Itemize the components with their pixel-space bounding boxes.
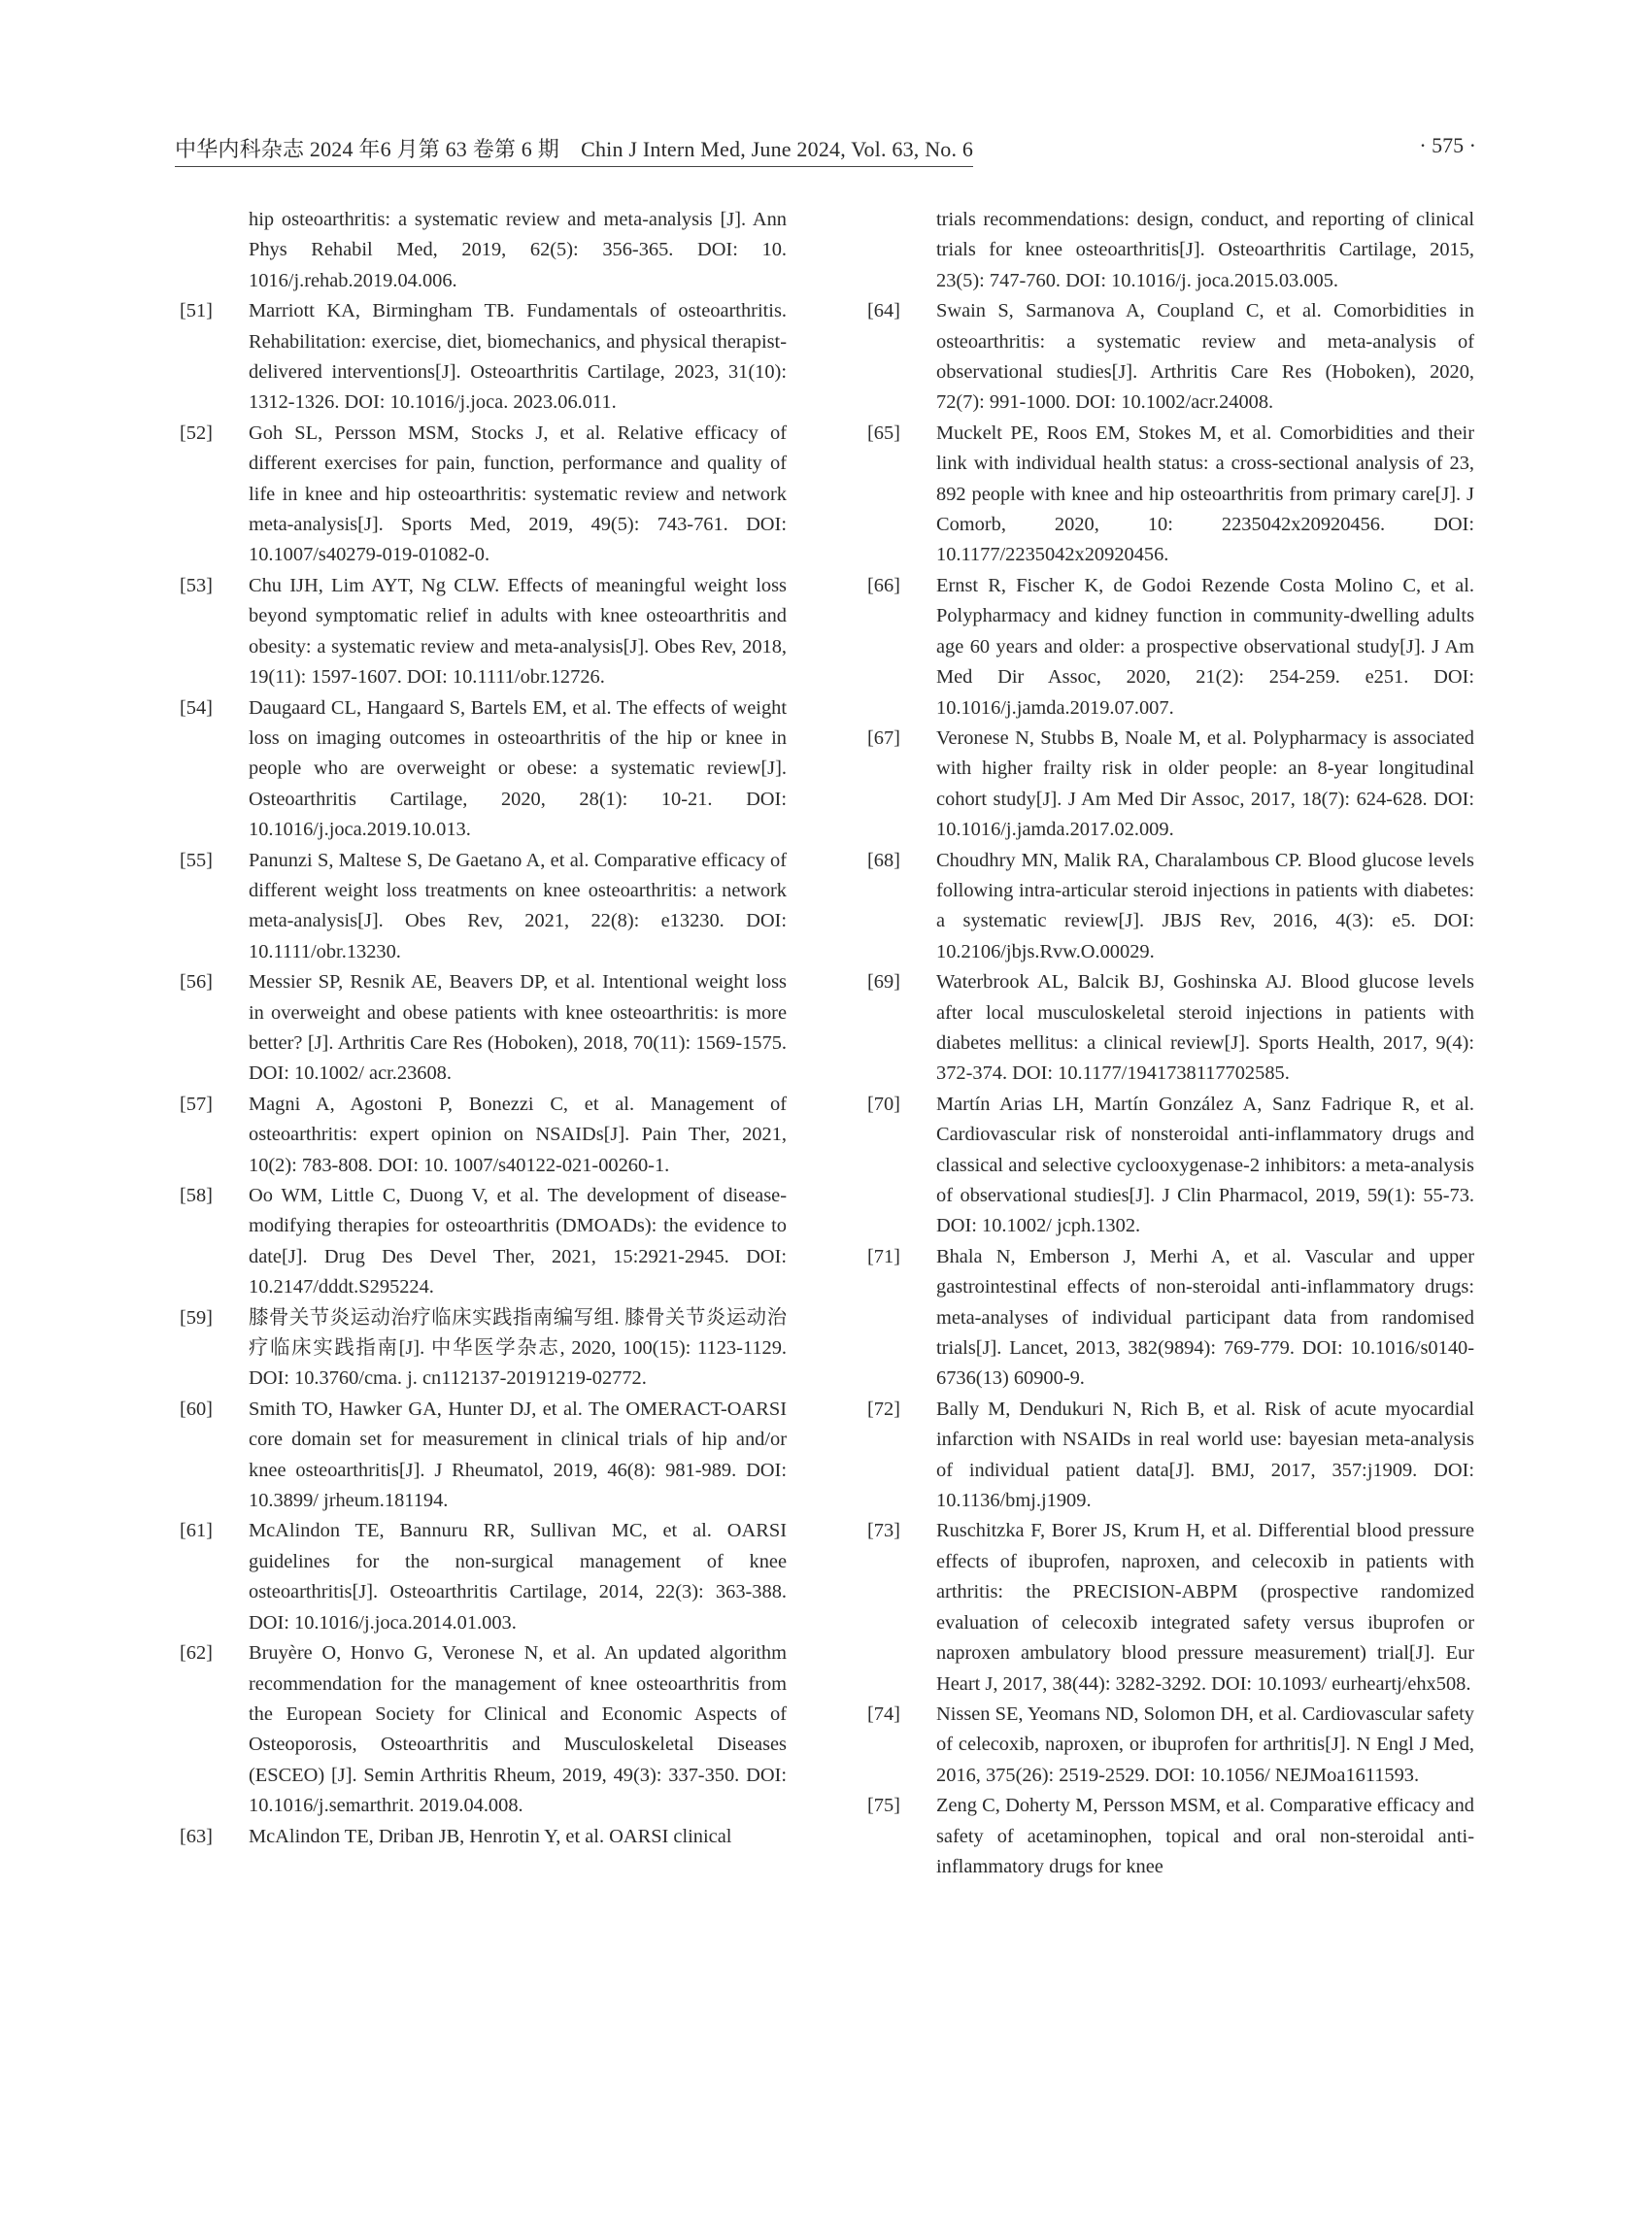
reference-text: Swain S, Sarmanova A, Coupland C, et al. Comorbidities in osteoarthritis: a systematic review and meta-analysis of observational studies[J]. Arthritis Care Res (Hoboken), 2020, 72(7): 991-1000. DOI: 10.1002/acr.24008. [936, 300, 1474, 414]
reference-text: Panunzi S, Maltese S, De Gaetano A, et al. Comparative efficacy of different weight loss treatments on knee osteoarthritis: a network meta-analysis[J]. Obes Rev, 2021, 22(8): e13230. DOI: 10.1111/obr.13230. [249, 849, 787, 962]
reference-text: Messier SP, Resnik AE, Beavers DP, et al. Intentional weight loss in overweight and obese patients with knee osteoarthritis: is more better? [J]. Arthritis Care Res (Hoboken), 2018, 70(11): 1569-1575. DOI: 10.1002/ acr.23608. [249, 971, 787, 1085]
reference-number: [68] [867, 849, 900, 871]
reference-text: hip osteoarthritis: a systematic review and meta-analysis [J]. Ann Phys Rehabil Med, 2019, 62(5): 356-365. DOI: 10. 1016/j.rehab.2019.04.006. [249, 209, 787, 291]
reference-entry [867, 1516, 1474, 1699]
reference-text: Ernst R, Fischer K, de Godoi Rezende Costa Molino C, et al. Polypharmacy and kidney function in community-dwelling adults age 60 years and older: a prospective observational study[J]. J Am Med Dir Assoc, 2020, 21(2): 254-259. e251. DOI: 10.1016/j.jamda.2019.07.007. [936, 574, 1474, 719]
reference-entry [867, 1242, 1474, 1395]
reference-number: [70] [867, 1093, 900, 1115]
reference-entry [180, 419, 787, 571]
reference-number: [54] [180, 696, 213, 719]
reference-entry [180, 846, 787, 968]
reference-entry [180, 967, 787, 1090]
running-header [175, 133, 1476, 168]
reference-number: [67] [867, 726, 900, 749]
reference-number: [52] [180, 421, 213, 444]
reference-text: Bhala N, Emberson J, Merhi A, et al. Vascular and upper gastrointestinal effects of non-steroidal anti-inflammatory drugs: meta-analyses of individual participant data from randomised trials[J]. Lancet, 2013, 382(9894): 769-779. DOI: 10.1016/s0140-6736(13) 60900-9. [936, 1245, 1474, 1390]
reference-entry [867, 1700, 1474, 1791]
reference-number: [66] [867, 574, 900, 596]
reference-text: Veronese N, Stubbs B, Noale M, et al. Polypharmacy is associated with higher frailty risk in older people: an 8-year longitudinal cohort study[J]. J Am Med Dir Assoc, 2017, 18(7): 624-628. DOI: 10.1016/j.jamda.2017.02.009. [936, 726, 1474, 841]
reference-text: McAlindon TE, Driban JB, Henrotin Y, et al. OARSI clinical [249, 1825, 732, 1847]
reference-entry [867, 205, 1474, 296]
page-number: · 575 · [1419, 133, 1476, 157]
reference-text: McAlindon TE, Bannuru RR, Sullivan MC, et al. OARSI guidelines for the non-surgical management of knee osteoarthritis[J]. Osteoarthritis Cartilage, 2014, 22(3): 363-388. DOI: 10.1016/j.joca.2014.01.003. [249, 1520, 787, 1634]
reference-column-right [867, 205, 1474, 1882]
reference-entry [180, 1181, 787, 1303]
reference-number: [63] [180, 1825, 213, 1847]
reference-number: [61] [180, 1520, 213, 1542]
reference-text: Nissen SE, Yeomans ND, Solomon DH, et al. Cardiovascular safety of celecoxib, naproxen, or ibuprofen for arthritis[J]. N Engl J Med, 2016, 375(26): 2519-2529. DOI: 10.1056/ NEJMoa1611593. [936, 1702, 1474, 1786]
reference-text: 膝骨关节炎运动治疗临床实践指南编写组. 膝骨关节炎运动治疗临床实践指南[J]. 中华医学杂志, 2020, 100(15): 1123-1129. DOI: 10.3760/cma. j. cn112137-20191219-02772. [249, 1306, 787, 1390]
reference-number: [53] [180, 574, 213, 596]
reference-entry [180, 571, 787, 693]
reference-number: [75] [867, 1795, 900, 1817]
reference-text: Choudhry MN, Malik RA, Charalambous CP. Blood glucose levels following intra-articular steroid injections in patients with diabetes: a systematic review[J]. JBJS Rev, 2016, 4(3): e5. DOI: 10.2106/jbjs.Rvw.O.00029. [936, 849, 1474, 962]
reference-entry [867, 1395, 1474, 1517]
reference-entry [180, 1822, 787, 1852]
reference-number: [51] [180, 300, 213, 322]
reference-text: Ruschitzka F, Borer JS, Krum H, et al. Differential blood pressure effects of ibuprofen, naproxen, and celecoxib in patients with arthritis: the PRECISION-ABPM (prospective randomized evaluation of celecoxib integrated safety versus ibuprofen or naproxen ambulatory blood pressure measurement) trial[J]. Eur Heart J, 2017, 38(44): 3282-3292. DOI: 10.1093/ eurheartj/ehx508. [936, 1520, 1474, 1695]
reference-entry [180, 1090, 787, 1181]
reference-text: trials recommendations: design, conduct, and reporting of clinical trials for knee osteoarthritis[J]. Osteoarthritis Cartilage, 2015, 23(5): 747-760. DOI: 10.1016/j. joca.2015.03.005. [936, 209, 1474, 291]
reference-number: [57] [180, 1093, 213, 1115]
reference-entry [867, 724, 1474, 846]
reference-number: [59] [180, 1306, 213, 1329]
reference-number: [55] [180, 849, 213, 871]
reference-text: Bally M, Dendukuri N, Rich B, et al. Risk of acute myocardial infarction with NSAIDs in real world use: bayesian meta-analysis of individual patient data[J]. BMJ, 2017, 357:j1909. DOI: 10.1136/bmj.j1909. [936, 1398, 1474, 1512]
reference-text: Goh SL, Persson MSM, Stocks J, et al. Relative efficacy of different exercises for pain, function, performance and quality of life in knee and hip osteoarthritis: systematic review and network meta-analysis[J]. Sports Med, 2019, 49(5): 743-761. DOI: 10.1007/s40279-019-01082-0. [249, 421, 787, 566]
reference-entry [867, 419, 1474, 571]
reference-number: [65] [867, 421, 900, 444]
reference-text: Zeng C, Doherty M, Persson MSM, et al. Comparative efficacy and safety of acetaminophen, topical and oral non-steroidal anti-inflammatory drugs for knee [936, 1795, 1474, 1877]
reference-number: [60] [180, 1398, 213, 1420]
reference-entry [867, 1791, 1474, 1882]
reference-text: Muckelt PE, Roos EM, Stokes M, et al. Comorbidities and their link with individual health status: a cross-sectional analysis of 23, 892 people with knee and hip osteoarthritis from primary care[J]. J Comorb, 2020, 10: 2235042x20920456. DOI: 10.1177/2235042x20920456. [936, 421, 1474, 566]
reference-number: [62] [180, 1642, 213, 1665]
reference-entry [180, 1638, 787, 1821]
reference-entry [867, 967, 1474, 1090]
reference-entry [180, 205, 787, 296]
reference-entry [180, 1303, 787, 1395]
reference-entry [180, 693, 787, 846]
reference-text: Daugaard CL, Hangaard S, Bartels EM, et al. The effects of weight loss on imaging outcomes in osteoarthritis of the hip or knee in people who are overweight or obese: a systematic review[J]. Osteoarthritis Cartilage, 2020, 28(1): 10-21. DOI: 10.1016/j.joca.2019.10.013. [249, 696, 787, 841]
reference-text: Smith TO, Hawker GA, Hunter DJ, et al. The OMERACT-OARSI core domain set for measurement in clinical trials of hip and/or knee osteoarthritis[J]. J Rheumatol, 2019, 46(8): 981-989. DOI: 10.3899/ jrheum.181194. [249, 1398, 787, 1512]
reference-number: [74] [867, 1702, 900, 1725]
reference-entry [867, 296, 1474, 419]
reference-text: Waterbrook AL, Balcik BJ, Goshinska AJ. Blood glucose levels after local musculoskeletal steroid injections in patients with diabetes mellitus: a clinical review[J]. Sports Health, 2017, 9(4): 372-374. DOI: 10.1177/1941738117702585. [936, 971, 1474, 1085]
reference-entry [180, 1516, 787, 1638]
reference-text: Oo WM, Little C, Duong V, et al. The development of disease-modifying therapies for osteoarthritis (DMOADs): the evidence to date[J]. Drug Des Devel Ther, 2021, 15:2921-2945. DOI: 10.2147/dddt.S295224. [249, 1185, 787, 1298]
reference-entry [867, 1090, 1474, 1242]
reference-number: [58] [180, 1185, 213, 1206]
reference-number: [56] [180, 971, 213, 994]
reference-entry [867, 571, 1474, 724]
reference-number: [69] [867, 971, 900, 994]
reference-entry [867, 846, 1474, 968]
reference-number: [72] [867, 1398, 900, 1420]
reference-column-left [180, 205, 787, 1852]
reference-entry [180, 296, 787, 419]
reference-number: [64] [867, 300, 900, 322]
reference-text: Marriott KA, Birmingham TB. Fundamentals of osteoarthritis. Rehabilitation: exercise, diet, biomechanics, and physical therapist-delivered interventions[J]. Osteoarthritis Cartilage, 2023, 31(10): 1312-1326. DOI: 10.1016/j.joca. 2023.06.011. [249, 300, 787, 414]
reference-number: [73] [867, 1520, 900, 1542]
reference-entry [180, 1395, 787, 1517]
reference-text: Bruyère O, Honvo G, Veronese N, et al. An updated algorithm recommendation for the management of knee osteoarthritis from the European Society for Clinical and Economic Aspects of Osteoporosis, Osteoarthritis and Musculoskeletal Diseases (ESCEO) [J]. Semin Arthritis Rheum, 2019, 49(3): 337-350. DOI: 10.1016/j.semarthrit. 2019.04.008. [249, 1642, 787, 1817]
reference-text: Magni A, Agostoni P, Bonezzi C, et al. Management of osteoarthritis: expert opinion on NSAIDs[J]. Pain Ther, 2021, 10(2): 783-808. DOI: 10. 1007/s40122-021-00260-1. [249, 1093, 787, 1176]
reference-text: Martín Arias LH, Martín González A, Sanz Fadrique R, et al. Cardiovascular risk of nonsteroidal anti-inflammatory drugs and classical and selective cyclooxygenase-2 inhibitors: a meta-analysis of observational studies[J]. J Clin Pharmacol, 2019, 59(1): 55-73. DOI: 10.1002/ jcph.1302. [936, 1093, 1474, 1237]
journal-citation-header: 中华内科杂志 2024 年6 月第 63 卷第 6 期 Chin J Intern Med, June 2024, Vol. 63, No. 6 [175, 133, 973, 167]
reference-text: Chu IJH, Lim AYT, Ng CLW. Effects of meaningful weight loss beyond symptomatic relief in adults with knee osteoarthritis and obesity: a systematic review and meta-analysis[J]. Obes Rev, 2018, 19(11): 1597-1607. DOI: 10.1111/obr.12726. [249, 574, 787, 689]
reference-number: [71] [867, 1245, 900, 1267]
